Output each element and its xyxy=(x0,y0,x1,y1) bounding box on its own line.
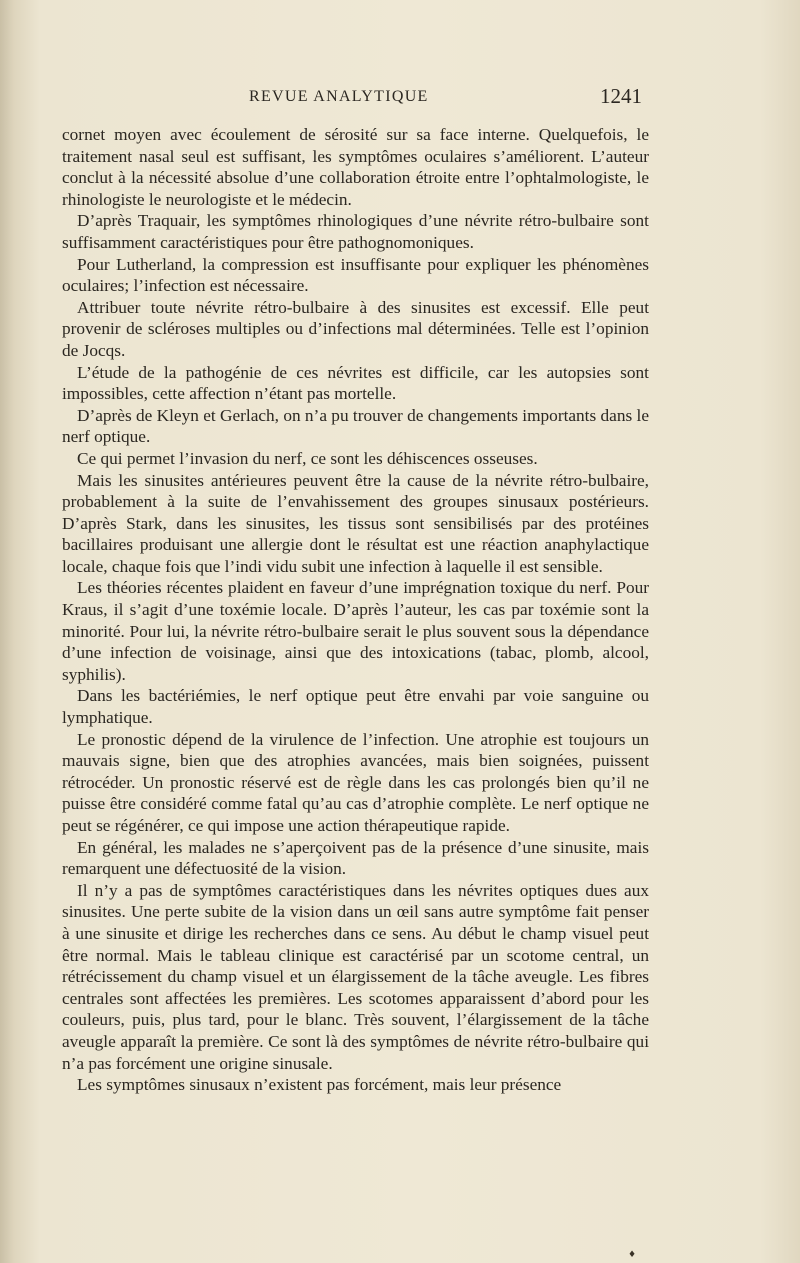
paragraph: En général, les malades ne s’aperçoivent pas de la présence d’une sinusite, mais remarquent une défectuosité de la vision. xyxy=(62,837,649,879)
paragraph: Attribuer toute névrite rétro-bulbaire à des sinusites est excessif. Elle peut provenir de scléroses multiples ou d’infections mal déterminées. Telle est l’opinion de Jocqs. xyxy=(62,297,649,360)
running-title: REVUE ANALYTIQUE xyxy=(249,88,429,105)
page-number: 1241 xyxy=(600,84,642,108)
paragraph: L’étude de la pathogénie de ces névrites est difficile, car les autopsies sont impossibles, cette affection n’étant pas mortelle. xyxy=(62,362,649,404)
paragraph: D’après de Kleyn et Gerlach, on n’a pu trouver de changements importants dans le nerf optique. xyxy=(62,405,650,447)
paragraph: D’après Traquair, les symptômes rhinologiques d’une névrite rétro-bulbaire sont suffisamment caractéristiques pour être pathognomoniques. xyxy=(62,211,649,252)
page-header xyxy=(0,86,800,110)
article-body xyxy=(62,124,649,1096)
paragraph: Pour Lutherland, la compression est insuffisante pour expliquer les phénomènes oculaires; l’infection est nécessaire. xyxy=(62,254,649,296)
paragraph: cornet moyen avec écoulement de sérosité sur sa face interne. Quelquefois, le traitement nasal seul est suffisant, les symptômes oculaires s’améliorent. L’auteur conclut à la nécessité absolue d’une collaboration étroite entre l’ophtalmologiste, le rhinologiste le neurologiste et le médecin. xyxy=(62,125,649,209)
paragraph: Ce qui permet l’invasion du nerf, ce sont les déhiscences osseuses. xyxy=(77,448,538,468)
paragraph: Les symptômes sinusaux n’existent pas forcément, mais leur présence xyxy=(77,1075,562,1095)
paragraph: Dans les bactériémies, le nerf optique peut être envahi par voie sanguine ou lymphatique. xyxy=(62,686,649,728)
paragraph: Il n’y a pas de symptômes caractéristiques dans les névrites optiques dues aux sinusites. Une perte subite de la vision dans un œil sans autre symptôme fait penser à une sinusite et dirige les recherches dans ce sens. Au début le champ visuel peut être normal. Mais le tableau clinique est caractérisé par un scotome central, un rétrécissement du champ visuel et un élargissement de la tâche aveugle. Les fibres centrales sont affectées les premières. Les scotomes apparaissent d’abord pour les couleurs, puis, plus tard, pour le blanc. Très souvent, l’élargissement de la tâche aveugle apparaît la première. Ce sont là des symptômes de névrite rétro-bulbaire qui n’a pas forcément une origine sinusale. xyxy=(62,880,649,1073)
paragraph: Le pronostic dépend de la virulence de l’infection. Une atrophie est toujours un mauvais signe, bien que des atrophies avancées, mais bien soignées, puissent rétrocéder. Un pronostic réservé est de règle dans les cas prolongés bien qu’il ne puisse être considéré comme fatal qu’au cas d’atrophie complète. Le nerf optique ne peut se régénérer, ce qui impose une action thérapeutique rapide. xyxy=(62,729,649,835)
printer-mark-icon: ♦ xyxy=(628,1250,637,1260)
paragraph: Les théories récentes plaident en faveur d’une imprégnation toxique du nerf. Pour Kraus, il s’agit d’une toxémie locale. D’après l’auteur, les cas par toxémie sont la minorité. Pour lui, la névrite rétro-bulbaire serait le plus souvent sous la dépendance d’une infection de voisinage, ainsi que des intoxications (tabac, plomb, alcool, syphilis). xyxy=(62,578,649,684)
paragraph: Mais les sinusites antérieures peuvent être la cause de la névrite rétro-bulbaire, probablement à la suite de l’envahissement des groupes sinusaux postérieurs. D’après Stark, dans les sinusites, les tissus sont sensibilisés par des protéines bacillaires produisant une allergie dont le résultat est une réaction anaphylactique locale, chaque fois que l’indi vidu subit une infection à laquelle il est sensible. xyxy=(62,470,649,576)
